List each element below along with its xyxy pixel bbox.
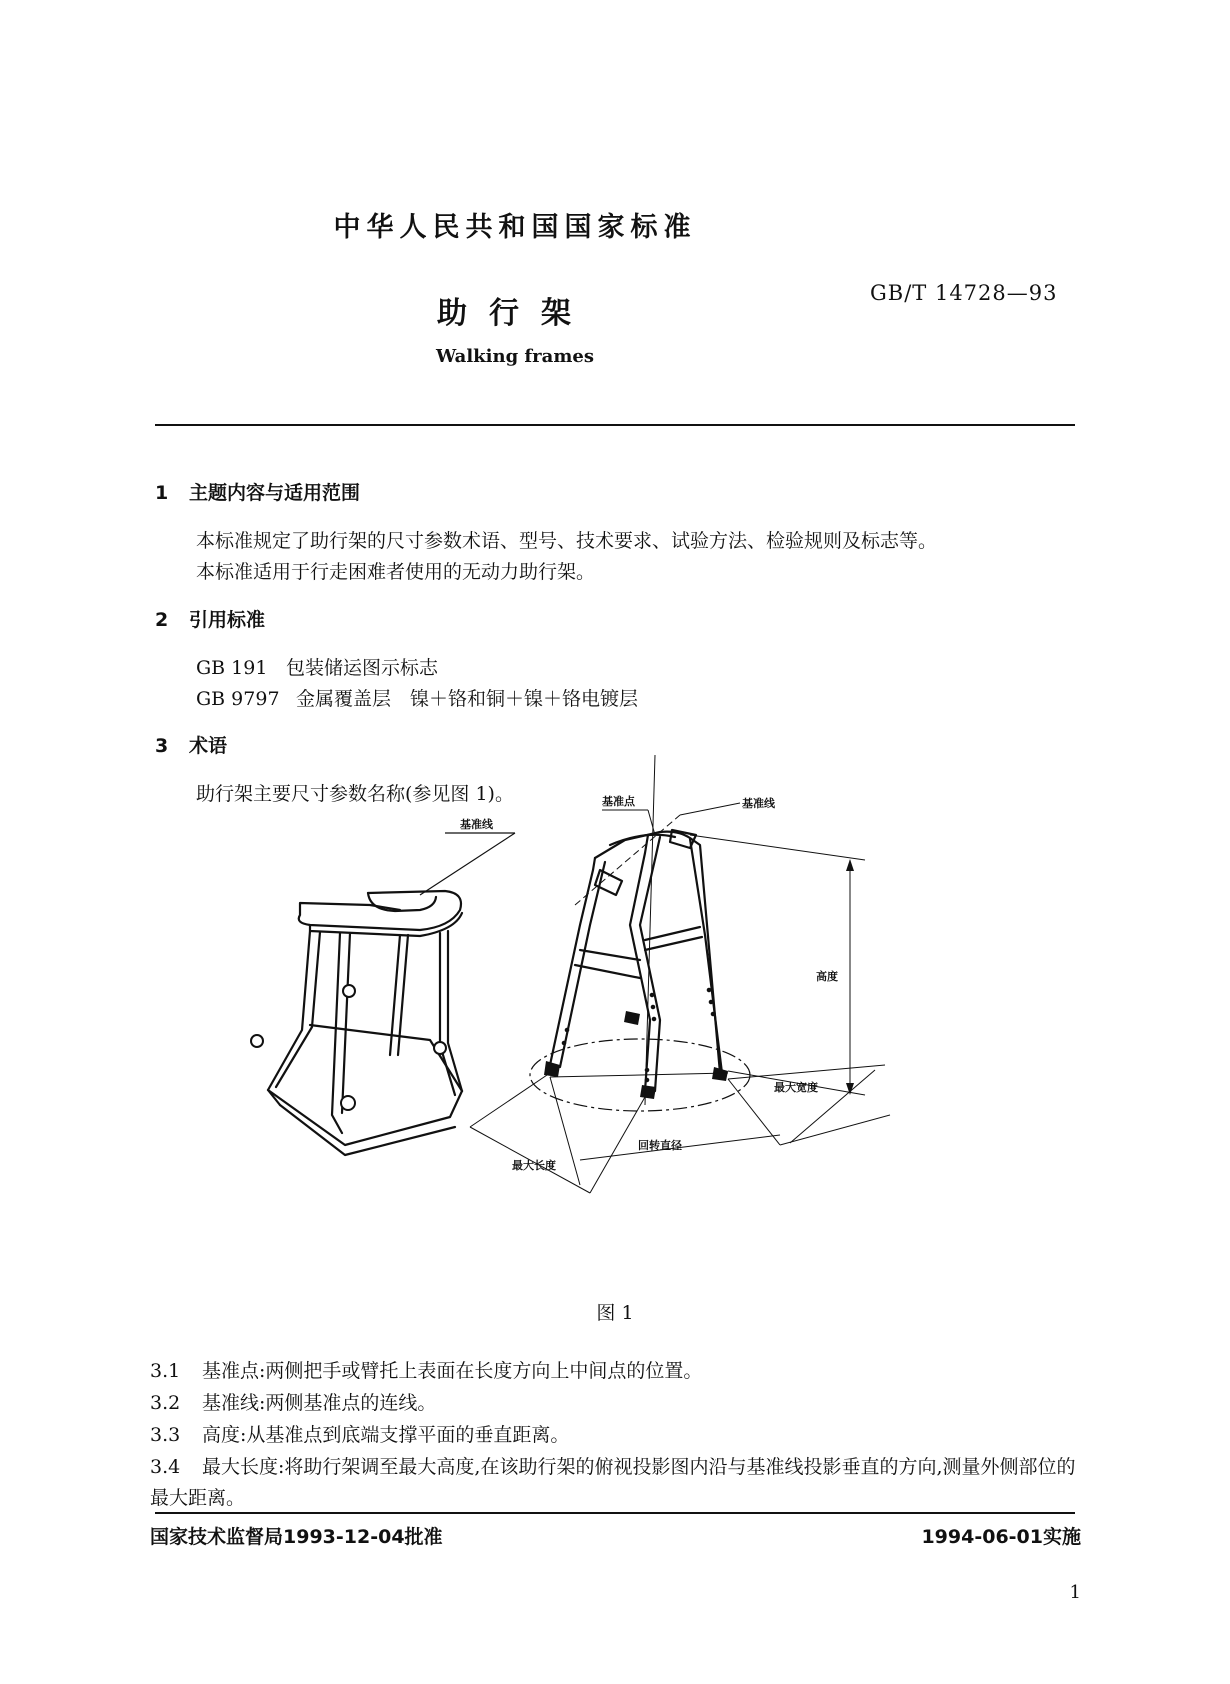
reference-description: 包装储运图示标志 <box>286 657 439 679</box>
term-text: 基准线:两侧基准点的连线。 <box>202 1392 437 1414</box>
page-number: 1 <box>1069 1582 1081 1603</box>
walking-frame-drawing <box>550 830 722 1091</box>
term-text: 基准点:两侧把手或臂托上表面在长度方向上中间点的位置。 <box>202 1360 703 1382</box>
section-1-paragraph-2: 本标准适用于行走困难者使用的无动力助行架。 <box>196 561 596 583</box>
section-1-heading <box>155 478 360 505</box>
label-turning-diameter: 回转直径 <box>638 1139 682 1152</box>
term-text: 高度:从基准点到底端支撑平面的垂直距离。 <box>202 1424 570 1446</box>
rolling-frame-drawing <box>268 891 462 1155</box>
section-number: 3 <box>155 735 169 757</box>
section-number: 2 <box>155 609 169 631</box>
term-3-3 <box>150 1420 1080 1451</box>
reference-code: GB 9797 <box>196 688 280 710</box>
section-title: 引用标准 <box>189 609 266 631</box>
reference-item <box>196 653 438 680</box>
term-3-2 <box>150 1388 1080 1419</box>
reference-description: 金属覆盖层 镍＋铬和铜＋镍＋铬电镀层 <box>296 688 639 710</box>
footer-divider <box>155 1512 1075 1514</box>
frame-adjustment-holes <box>562 988 715 1082</box>
section-number: 1 <box>155 482 169 504</box>
section-2-heading <box>155 605 265 632</box>
document-title: 助行架 <box>437 296 593 331</box>
term-3-1 <box>150 1356 1080 1387</box>
rubber-feet <box>544 1011 728 1099</box>
effective-date: 1994-06-01实施 <box>921 1526 1081 1548</box>
vertical-axis <box>645 755 655 1105</box>
term-number: 3.1 <box>150 1360 181 1382</box>
label-max-length: 最大长度 <box>512 1159 556 1172</box>
label-max-width: 最大宽度 <box>774 1081 818 1094</box>
reference-item <box>196 684 638 711</box>
section-3-heading <box>155 731 227 758</box>
term-text: 最大长度:将助行架调至最大高度,在该助行架的俯视投影图内沿与基准线投影垂直的方向,测量外侧部位的最大距离。 <box>150 1456 1076 1509</box>
standard-number: GB/T 14728—93 <box>870 281 1058 305</box>
datum-line-right <box>575 815 680 905</box>
reference-code: GB 191 <box>196 657 268 679</box>
label-datum-line-left: 基准线 <box>460 818 493 831</box>
term-3-4 <box>150 1452 1080 1514</box>
caster-wheels <box>251 985 446 1110</box>
figure-caption: 图 1 <box>596 1302 634 1324</box>
figure-walking-frame-diagram <box>250 795 970 1275</box>
header-divider <box>155 424 1075 426</box>
national-standard-heading: 中华人民共和国国家标准 <box>333 212 697 243</box>
approval-statement: 国家技术监督局1993-12-04批准 <box>150 1526 443 1548</box>
datum-line-left <box>420 833 515 895</box>
term-number: 3.3 <box>150 1424 181 1446</box>
section-3-intro: 助行架主要尺寸参数名称(参见图 1)。 <box>196 783 514 805</box>
label-height: 高度 <box>816 970 838 983</box>
term-number: 3.2 <box>150 1392 181 1414</box>
section-1-paragraph-1: 本标准规定了助行架的尺寸参数术语、型号、技术要求、试验方法、检验规则及标志等。 <box>196 530 938 552</box>
label-datum-line-right: 基准线 <box>742 797 775 810</box>
term-number: 3.4 <box>150 1456 181 1478</box>
section-title: 主题内容与适用范围 <box>189 482 361 504</box>
section-title: 术语 <box>189 735 228 757</box>
label-datum-point: 基准点 <box>602 795 635 808</box>
document-title-english: Walking frames <box>436 346 594 367</box>
